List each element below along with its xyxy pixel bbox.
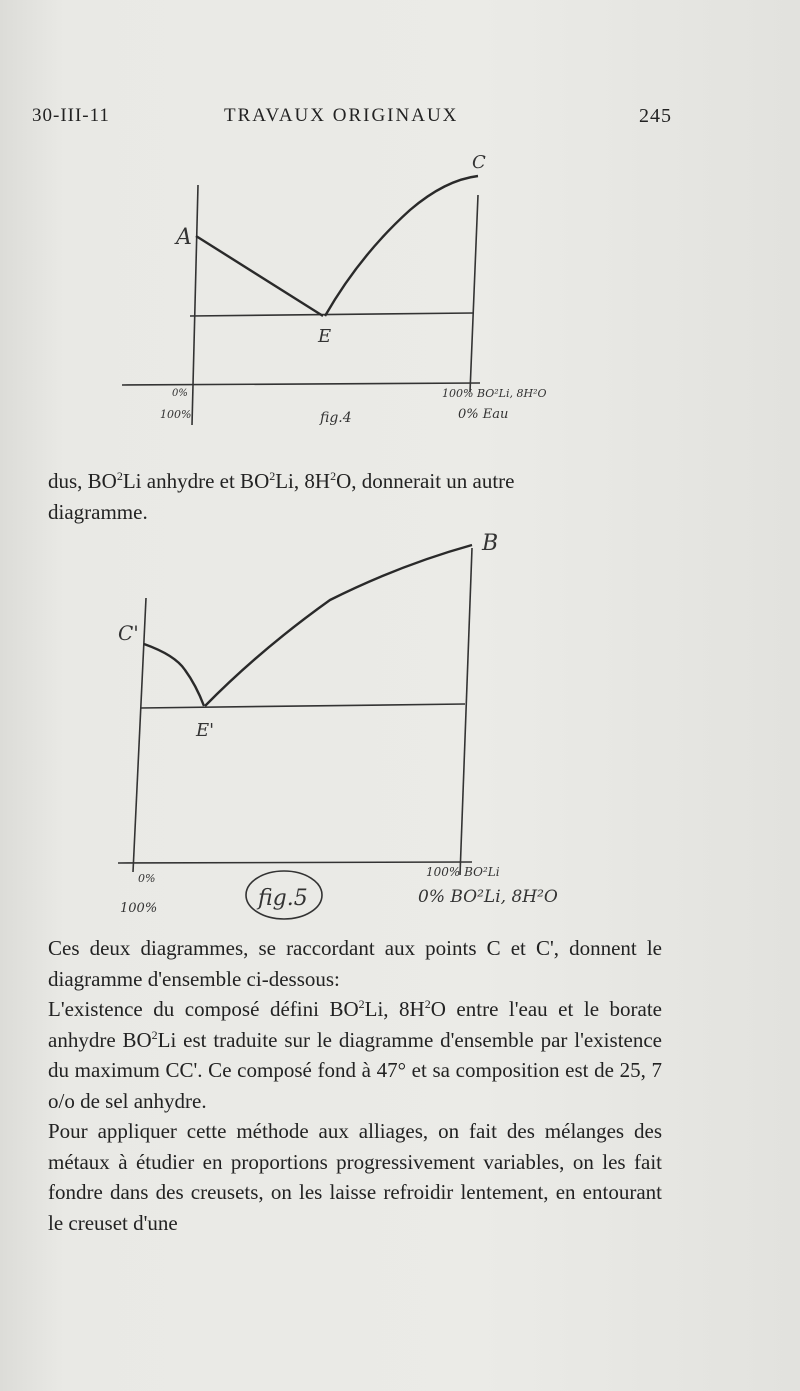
paragraph-3: [48, 994, 662, 1116]
fig1-curve-AE: [196, 236, 323, 316]
p1-text-c: Li, 8H: [275, 469, 331, 493]
fig1-caption: fig.4: [320, 410, 352, 426]
paragraph-2: [48, 933, 662, 994]
fig2-right-bottom-label: 0% BO²Li, 8H²O: [418, 887, 558, 907]
p1-text-line2: diagramme.: [48, 499, 148, 524]
p4-text: Pour appliquer cette méthode aux alliages, on fait des mélanges des métaux à étudier en proportions progressivement variables, on les fait fondre dans des creusets, on les laisse refroidir lentement, en entourant le creuset d'une: [48, 1119, 662, 1235]
page-number: 245: [639, 105, 672, 127]
fig2-right-axis: [460, 548, 472, 875]
header-title: TRAVAUX ORIGINAUX: [224, 105, 459, 126]
fig1-eutectic-line: [190, 313, 474, 316]
p3-sup-1: 2: [358, 997, 365, 1011]
fig1-left-axis: [192, 185, 198, 425]
fig2-left-top-label: 0%: [138, 872, 156, 885]
figure-1-diagram: [0, 150, 800, 450]
header-date: 30-III-11: [32, 105, 110, 126]
p1-text-b: Li anhydre et BO: [122, 469, 270, 493]
fig2-curve-CprimeE: [144, 644, 204, 706]
fig2-eutectic-line: [140, 704, 465, 708]
p1-text-a: dus, BO: [48, 469, 117, 493]
fig1-label-C: C: [472, 152, 486, 173]
fig1-right-axis: [470, 195, 478, 392]
p1-sup-3: 2: [330, 469, 337, 483]
fig2-label-B: B: [482, 531, 499, 556]
fig1-left-top-label: 0%: [172, 388, 188, 399]
fig2-label-Cprime: C': [118, 621, 139, 645]
fig2-label-Eprime: E': [196, 720, 215, 741]
p3-text-b: Li, 8H: [364, 997, 425, 1021]
p1-sup-2: 2: [269, 469, 276, 483]
p3-text-a: L'existence du composé défini BO: [48, 997, 359, 1021]
figure-2-diagram: [0, 530, 800, 930]
paragraph-4: [48, 1116, 662, 1238]
fig2-caption: fig.5: [258, 886, 308, 911]
fig1-curve-EC: [325, 176, 478, 316]
fig1-label-E: E: [318, 326, 332, 347]
p3-text-d: Li est traduite sur le diagramme d'ensemble par l'existence du maximum CC'. Ce composé fond à 47° et sa composition est de 25, 7 o/o de sel anhydre.: [48, 1027, 662, 1113]
p3-sup-2: 2: [424, 997, 431, 1011]
p1-sup-1: 2: [116, 469, 123, 483]
fig1-base-axis: [122, 383, 480, 385]
fig1-left-bottom-label: 100%: [160, 408, 192, 421]
p2-text: Ces deux diagrammes, se raccordant aux points C et C', donnent le diagramme d'ensemble ci-dessous:: [48, 936, 662, 991]
fig1-right-bottom-label: 0% Eau: [458, 407, 509, 422]
fig1-label-A: A: [176, 225, 192, 250]
fig2-right-top-label: 100% BO²Li: [426, 865, 500, 879]
fig2-left-bottom-label: 100%: [120, 901, 158, 916]
fig1-right-top-label: 100% BO²Li, 8H²O: [442, 387, 547, 400]
p1-text-d: O, donnerait un autre: [336, 469, 515, 493]
p3-sup-3: 2: [151, 1027, 158, 1042]
running-header: [32, 105, 672, 135]
p3-text-c: O entre l'eau et le borate anhydre BO: [48, 997, 663, 1052]
fig2-curve-EB: [205, 545, 472, 706]
paragraph-1: [48, 466, 662, 527]
fig2-base-axis: [118, 862, 472, 863]
